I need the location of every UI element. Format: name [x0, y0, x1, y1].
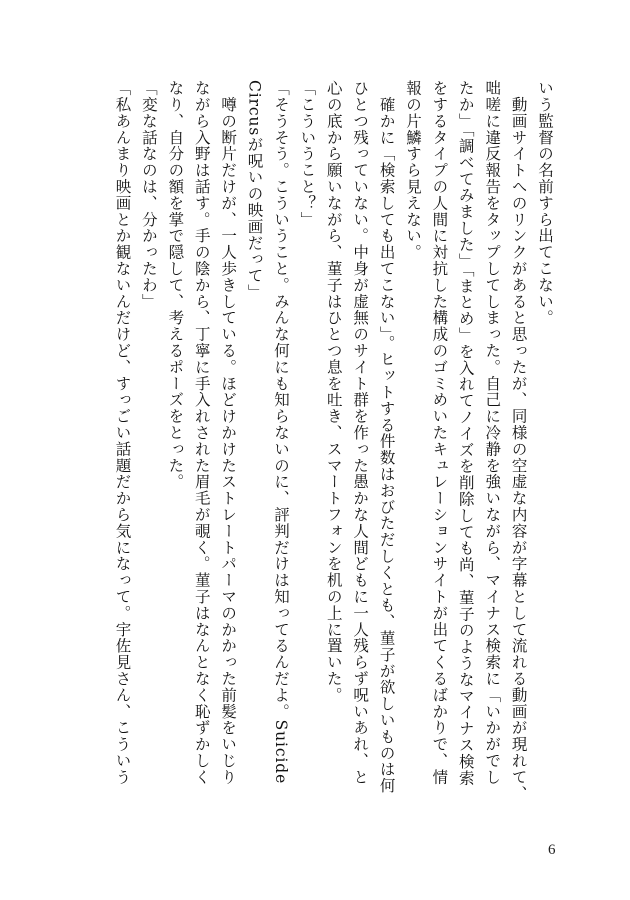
text-line: 心の底から願いながら、菫子はひとつ息を吐き、スマートフォンを机の上に置いた。	[324, 80, 343, 704]
text-line: Circusが呪いの映画だって」	[245, 80, 264, 301]
text-line: 確かに「検索しても出てこない」。ヒットする件数はおびただしくとも、菫子が欲しいものは何	[377, 80, 396, 794]
text-line: いう監督の名前すら出てこない。	[536, 80, 554, 326]
text-line: 噂の断片だけが、一人歩きしている。ほどけかけたストレートパーマのかかった前髪をいじり	[219, 80, 238, 786]
text-line: をするタイプの人間に対抗した構成のゴミめいたキュレーションサイトが出てくるばかりで、情	[430, 80, 449, 786]
text-line: なり、自分の額を掌で隠して、考えるポーズをとった。	[166, 80, 185, 490]
text-line: 咄嗟に違反報告をタップしてしまった。自己に冷静を強いながら、マイナス検索に「いかがでし	[483, 80, 502, 786]
text-line: 「そうそう。こういうこと。みんな何にも知らないのに、評判だけは知ってるんだよ。Suicide	[271, 80, 290, 785]
text-line: ながら入野は話す。手の陰から、丁寧に手入れされた眉毛が覗く。菫子はなんとなく恥ずかしく	[192, 80, 211, 786]
text-line: 報の片鱗すら見えない。	[403, 80, 422, 261]
vertical-text-block	[109, 80, 558, 815]
text-line: 「こういうこと？」	[298, 80, 317, 228]
text-line: たか」「調べてみました」「まとめ」を入れてノイズを削除しても尚、菫子のようなマイナス検索	[456, 80, 475, 787]
text-line: 「私あんまり映画とか観ないんだけど、すっごい話題だから気になって。宇佐見さん、こういう	[113, 80, 132, 786]
text-line: 動画サイトへのリンクがあると思ったが、同様の空虚な内容が字幕として流れる動画が現れて、	[509, 80, 528, 802]
text-line: 「変な話なのは、分かったわ」	[139, 80, 158, 310]
page-number: 6	[548, 842, 556, 858]
text-line: ひとつ残っていない。中身が虚無のサイト群を作った愚かな人間どもに一人残らず呪いあれ、と	[351, 80, 370, 786]
